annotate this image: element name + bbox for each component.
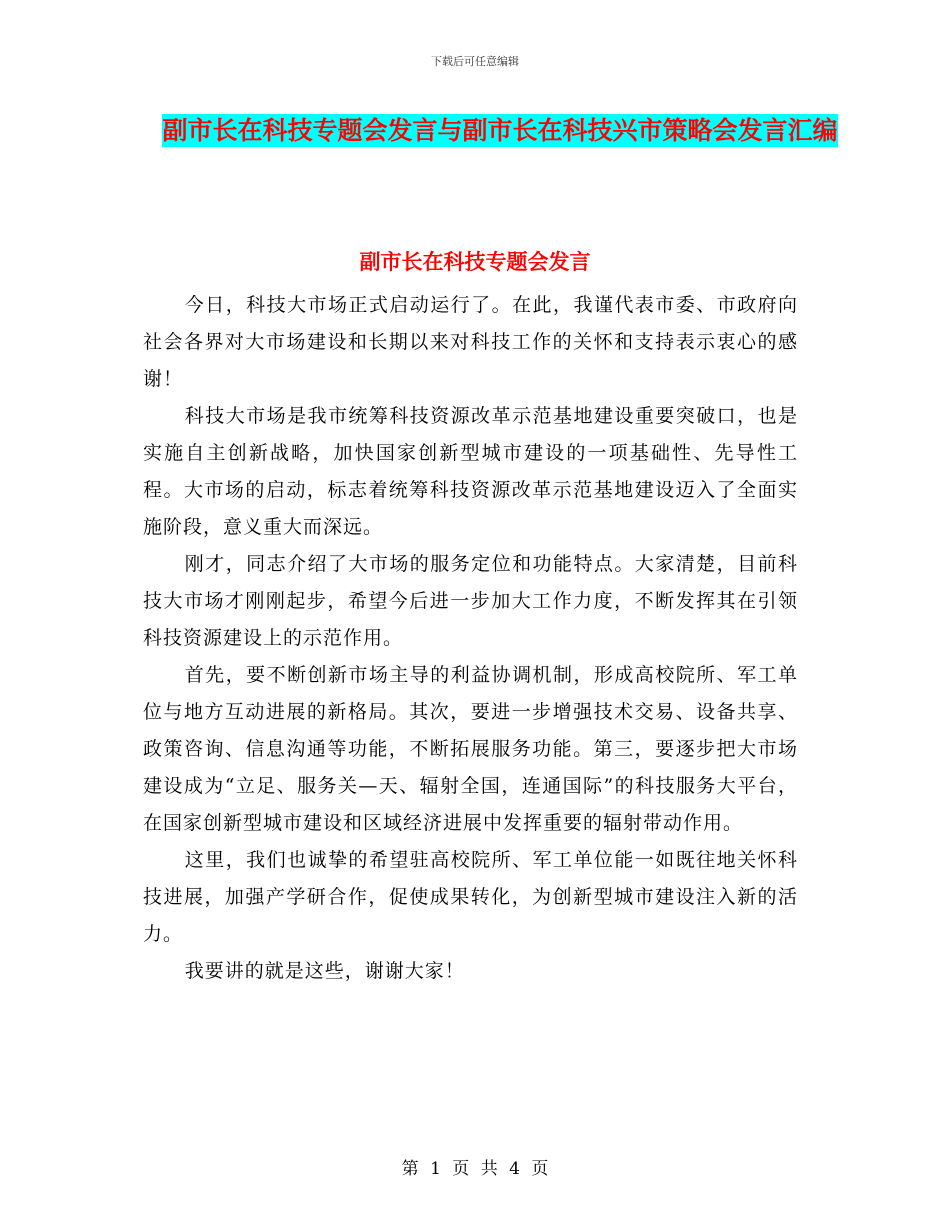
paragraph: 科技大市场是我市统筹科技资源改革示范基地建设重要突破口，也是实施自主创新战略，加快国家创新型城市建设的一项基础性、先导性工程。大市场的启动，标志着统筹科技资源改革示范基地建设迈入了全面实施阶段，意义重大而深远。 (143, 405, 798, 538)
paragraph: 首先，要不断创新市场主导的利益协调机制，形成高校院所、军工单位与地方互动进展的新格局。其次，要进一步增强技术交易、设备共享、政策咨询、信息沟通等功能，不断拓展服务功能。第三，要逐步把大市场建设成为“立足、服务关—天、辐射全国，连通国际”的科技服务大平台，在国家创新型城市建设和区域经济进展中发挥重要的辐射带动作用。 (143, 664, 798, 834)
document-title-text: 副市长在科技专题会发言与副市长在科技兴市策略会发言汇编 (162, 116, 838, 145)
document-title (150, 108, 850, 154)
document-body (143, 287, 798, 990)
header-note: 下载后可任意编辑 (431, 55, 519, 68)
page-footer: 第 1 页 共 4 页 (401, 1159, 549, 1179)
paragraph: 刚才，同志介绍了大市场的服务定位和功能特点。大家清楚，目前科技大市场才刚刚起步，希望今后进一步加大工作力度，不断发挥其在引领科技资源建设上的示范作用。 (143, 553, 798, 649)
paragraph: 我要讲的就是这些，谢谢大家！ (184, 960, 465, 982)
section-title: 副市长在科技专题会发言 (359, 249, 591, 274)
paragraph: 今日，科技大市场正式启动运行了。在此，我谨代表市委、市政府向社会各界对大市场建设和长期以来对科技工作的关怀和支持表示衷心的感谢！ (143, 294, 798, 390)
paragraph: 这里，我们也诚挚的希望驻高校院所、军工单位能一如既往地关怀科技进展，加强产学研合作，促使成果转化，为创新型城市建设注入新的活力。 (143, 849, 798, 945)
